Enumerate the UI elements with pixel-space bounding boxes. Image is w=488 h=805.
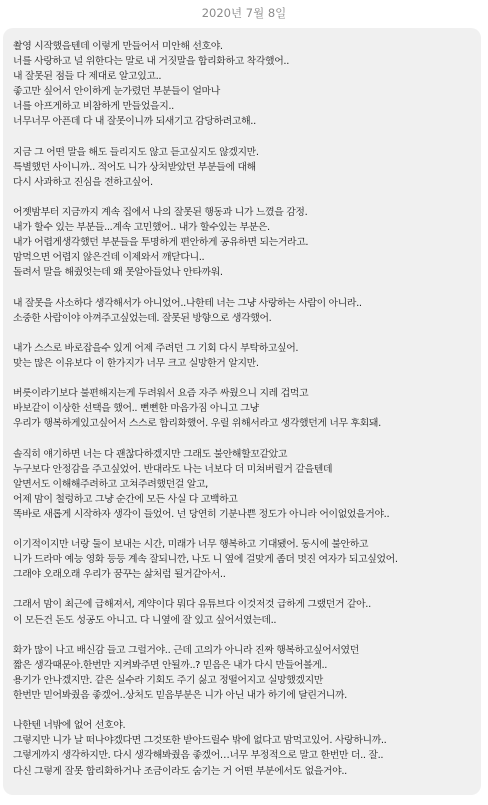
message-line: 돌려서 말을 해줬엇는데 왜 못알아들었나 안타까워. [13,267,223,279]
message-line: 알면서도 이해해주려하고 고쳐주려했던걸 알고, [13,478,208,490]
message-paragraph [13,537,475,582]
message-line: 촬영 시작했을텐데 이렇게 만들어서 미안해 선호야. [13,41,223,52]
message-line: 어제 맘이 철렁하고 그냥 순간에 모든 사실 다 고백하고 [13,493,238,505]
message-line: 이 모든건 돈도 성공도 아니고. 다 니옆에 잘 있고 싶어서였는데.. [13,614,277,626]
message-line: 바보같이 이상한 선택을 했어.. 뻔뻔한 마음가짐 아니고 그냥 [13,403,259,415]
message-line: 용기가 안나겠지만. 같은 실수라 기회도 주기 싫고 정떨어지고 실망했겠지만 [13,674,323,686]
message-line: 너를 아프게하고 비참하게 만들었을지.. [13,101,174,113]
message-line: 그렇게까지 생각하지만. 다시 생각해봐줬음 좋겠어…너무 부정적으로 말고 한번만 더.. 잘.. [13,750,384,762]
message-line: 좋고만 싶어서 안이하게 눈가렸던 부분들이 얼마나 [13,86,220,98]
message-paragraph [13,718,475,778]
message-line: 그래서 맘이 최근에 급해져서, 계약이다 뭐다 유튜브다 이것저것 급하게 그랬던거 같아.. [13,599,371,611]
message-bubble[interactable] [3,28,481,795]
message-paragraph [13,39,475,130]
message-paragraph [13,145,475,190]
message-line: 다시 사과하고 진심을 전하고싶어. [13,176,153,188]
message-line: 화가 많이 나고 배신감 들고 그럴거야.. 근데 고의가 아니라 진짜 행복하고싶어서였던 [13,644,359,656]
message-line: 맘먹으면 어렵지 않은건데 이제와서 깨닫다니.. [13,252,205,264]
message-line: 니가 드라마 예능 영화 등등 계속 잘되니깐, 나도 니 옆에 걸맞게 좀더 멋진 여자가 되고싶었어. [13,554,398,566]
message-line: 솔직히 얘기하면 너는 다 괜찮다하겠지만 그래도 불안해할꼬같았고 [13,448,288,460]
message-line: 그렇지만 니가 날 떠나야겠다면 그것또한 받아드릴수 밖에 없다고 맘먹고있어. 사랑하니까.. [13,735,387,747]
message-line: 특별했던 사이니까.. 적어도 니가 상처받았던 부분들에 대해 [13,161,256,173]
message-line: 이기적이지만 너랑 둘이 보내는 시간, 미래가 너무 행복하고 기대됐어. 동시에 불안하고 [13,539,369,551]
message-line: 내가 어렵게생각했던 부분들을 투명하게 편안하게 공유하면 되는거라고. [13,237,309,249]
message-paragraph [13,296,475,326]
message-paragraph [13,386,475,431]
message-line: 내 잘못된 점들 다 제대로 알고있고.. [13,71,162,83]
message-line: 어젯밤부터 지금까지 계속 집에서 나의 잘못된 행동과 니가 느꼈을 감정. [13,207,308,219]
message-line: 너무너무 아픈데 다 내 잘못이니까 되새기고 감당하려고해.. [13,116,256,128]
message-line: 한번만 믿어봐줬음 좋겠어..상처도 믿음부분은 니가 아닌 내가 하기에 달린거니까. [13,690,347,702]
message-line: 내 잘못을 사소하다 생각해서가 아니었어..나한테 너는 그냥 사랑하는 사람이 아니라.. [13,297,362,309]
message-line: 버릇이라기보다 불편해지는게 두려워서 요즘 자주 싸웠으니 지레 겁먹고 [13,388,309,400]
message-paragraph [13,447,475,522]
date-separator: 2020년 7월 8일 [201,6,287,20]
message-line: 맞는 많은 이유보다 이 한가지가 너무 크고 실망한거 알지만. [13,357,259,369]
message-paragraph [13,597,475,627]
message-line: 그래야 오래오래 우리가 꿈꾸는 삶처럼 될거같아서.. [13,569,226,581]
message-paragraph [13,341,475,371]
message-line: 너를 사랑하고 널 위한다는 말로 내 거짓말을 합리화하고 착각했어.. [13,56,290,68]
message-line: 나한텐 너밖에 없어 선호야. [13,720,126,732]
message-line: 누구보다 안정감을 주고싶었어. 반대라도 나는 너보다 더 미쳐버릴거 같을텐데 [13,463,333,475]
message-line: 소중한 사람이야 아껴주고싶었는데. 잘못된 방향으로 생각했어. [13,312,272,324]
message-line: 지금 그 어떤 말을 해도 들리지도 않고 듣고싶지도 않겠지만. [13,146,259,158]
message-line: 우리가 행복하게있고싶어서 스스로 합리화했어. 우릴 위해서라고 생각했던게 너무 후회돼. [13,418,381,430]
message-line: 내가 할수 있는 부분들...계속 고민했어.. 내가 할수있는 부분은. [13,222,270,234]
message-paragraph [13,643,475,703]
message-paragraph [13,205,475,280]
message-line: 똑바로 새롭게 시작하자 생각이 들었어. 넌 당연히 기분나쁜 정도가 아니라 어이없었을거야.. [13,508,390,520]
message-line: 내가 스스로 바로잡을수 있게 어제 주려던 그 기회 다시 부탁하고싶어. [13,342,299,354]
message-line: 짧은 생각때문아.한번만 지켜봐주면 안될까..? 믿음은 내가 다시 만들어볼게.. [13,659,328,671]
message-line: 다신 그렇게 잘못 합리화하거나 조금이라도 숨기는 거 어떤 부분에서도 없을거야.. [13,765,347,777]
